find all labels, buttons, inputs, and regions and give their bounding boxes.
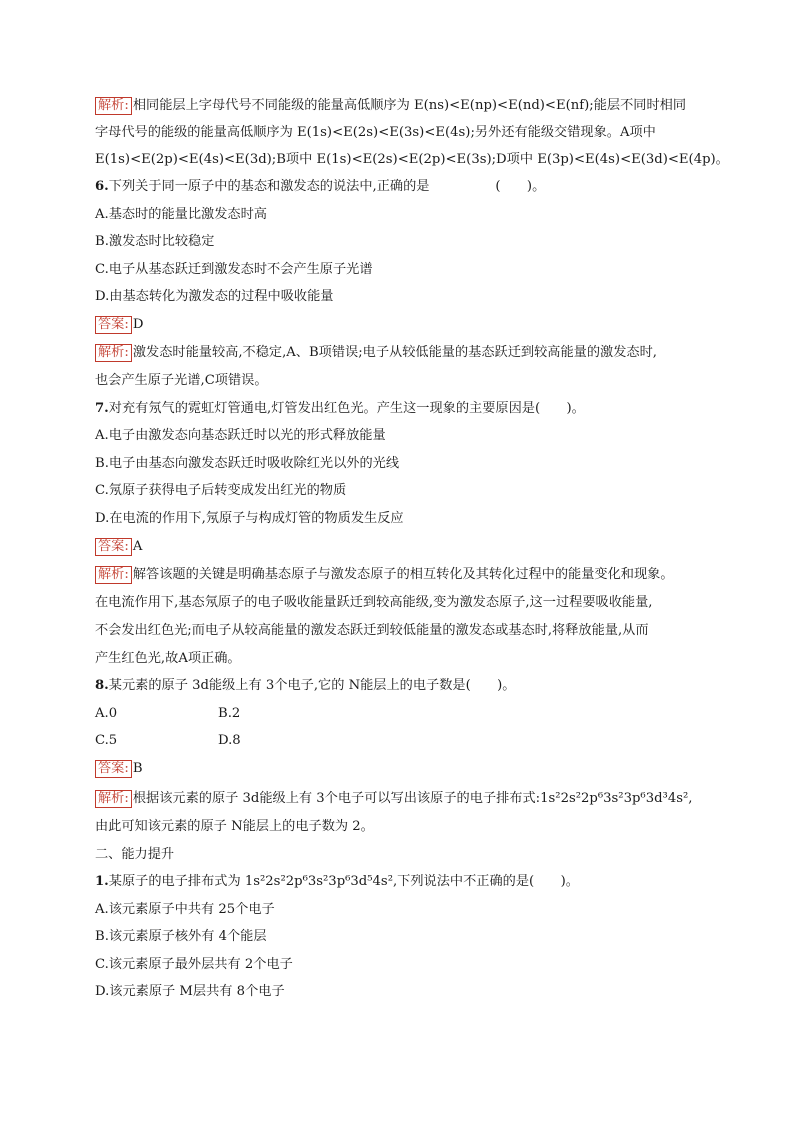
- question-6-option-a: A.基态时的能量比激发态时高: [95, 207, 267, 222]
- question-7-answer: 答案: A: [95, 538, 142, 556]
- problem-1-option-a: A.该元素原子中共有 25个电子: [95, 902, 275, 917]
- analysis-tag: 解析:: [95, 344, 132, 362]
- problem-1-option-b: B.该元素原子核外有 4个能层: [95, 929, 267, 944]
- analysis-8-line-1: 解析: 根据该元素的原子 3d能级上有 3个电子可以写出该原子的电子排布式:1s²2s²2p⁶3s²3p⁶3d³4s²,: [95, 790, 692, 808]
- problem-1-option-d: D.该元素原子 M层共有 8个电子: [95, 984, 285, 999]
- problem-1-stem: 1.某原子的电子排布式为 1s²2s²2p⁶3s²3p⁶3d⁵4s²,下列说法中不正确的是( )。: [95, 874, 579, 889]
- question-8-option-b: B.2: [218, 706, 241, 721]
- analysis-7-line-4: 产生红色光,故A项正确。: [95, 651, 241, 666]
- answer-tag: 答案:: [95, 538, 132, 556]
- question-number: 6.: [95, 179, 109, 194]
- question-6-option-d: D.由基态转化为激发态的过程中吸收能量: [95, 289, 334, 304]
- question-number: 1.: [95, 874, 109, 889]
- analysis-tag: 解析:: [95, 97, 132, 115]
- question-8-options-row-2: [95, 732, 241, 750]
- question-8-option-c: C.5: [95, 733, 118, 748]
- analysis-tag: 解析:: [95, 790, 132, 808]
- answer-tag: 答案:: [95, 760, 132, 778]
- question-6-option-c: C.电子从基态跃迁到激发态时不会产生原子光谱: [95, 262, 373, 277]
- question-7-option-d: D.在电流的作用下,氖原子与构成灯管的物质发生反应: [95, 511, 404, 526]
- question-number: 7.: [95, 401, 109, 416]
- analysis-5-line-1: 解析: 相同能层上字母代号不同能级的能量高低顺序为 E(ns)<E(np)<E(nd)<E(nf);能层不同时相同: [95, 97, 686, 115]
- analysis-6-line-1: 解析: 激发态时能量较高,不稳定,A、B项错误;电子从较低能量的基态跃迁到较高能量的激发态时,: [95, 344, 657, 362]
- question-8-answer: 答案: B: [95, 760, 143, 778]
- analysis-7-line-3: 不会发出红色光;而电子从较高能量的激发态跃迁到较低能量的激发态或基态时,将释放能量,从而: [95, 623, 649, 638]
- question-6-option-b: B.激发态时比较稳定: [95, 234, 215, 249]
- question-8-options-row-1: [95, 705, 241, 723]
- question-8-option-d: D.8: [218, 733, 241, 748]
- analysis-5-line-3: E(1s)<E(2p)<E(4s)<E(3d);B项中 E(1s)<E(2s)<E(2p)<E(3s);D项中 E(3p)<E(4s)<E(3d)<E(4p)。: [95, 152, 729, 167]
- question-7-stem: 7.对充有氖气的霓虹灯管通电,灯管发出红色光。产生这一现象的主要原因是( )。: [95, 401, 585, 416]
- analysis-7-line-2: 在电流作用下,基态氖原子的电子吸收能量跃迁到较高能级,变为激发态原子,这一过程要吸收能量,: [95, 595, 653, 610]
- question-7-option-c: C.氖原子获得电子后转变成发出红光的物质: [95, 483, 347, 498]
- question-7-option-a: A.电子由激发态向基态跃迁时以光的形式释放能量: [95, 428, 386, 443]
- section-heading: 二、能力提升: [95, 847, 175, 862]
- analysis-5-line-2: 字母代号的能级的能量高低顺序为 E(1s)<E(2s)<E(3s)<E(4s);另外还有能级交错现象。A项中: [95, 125, 656, 140]
- analysis-6-line-2: 也会产生原子光谱,C项错误。: [95, 373, 268, 388]
- question-6-answer: 答案: D: [95, 316, 143, 334]
- question-6-stem: 6.下列关于同一原子中的基态和激发态的说法中,正确的是 ( )。: [95, 179, 546, 194]
- question-8-stem: 8.某元素的原子 3d能级上有 3个电子,它的 N能层上的电子数是( )。: [95, 678, 516, 693]
- analysis-tag: 解析:: [95, 566, 132, 584]
- question-7-option-b: B.电子由基态向激发态跃迁时吸收除红光以外的光线: [95, 456, 400, 471]
- answer-tag: 答案:: [95, 316, 132, 334]
- analysis-7-line-1: 解析: 解答该题的关键是明确基态原子与激发态原子的相互转化及其转化过程中的能量变化和现象。: [95, 566, 674, 584]
- question-8-option-a: A.0: [95, 706, 118, 721]
- analysis-8-line-2: 由此可知该元素的原子 N能层上的电子数为 2。: [95, 819, 374, 834]
- question-number: 8.: [95, 678, 109, 693]
- problem-1-option-c: C.该元素原子最外层共有 2个电子: [95, 957, 293, 972]
